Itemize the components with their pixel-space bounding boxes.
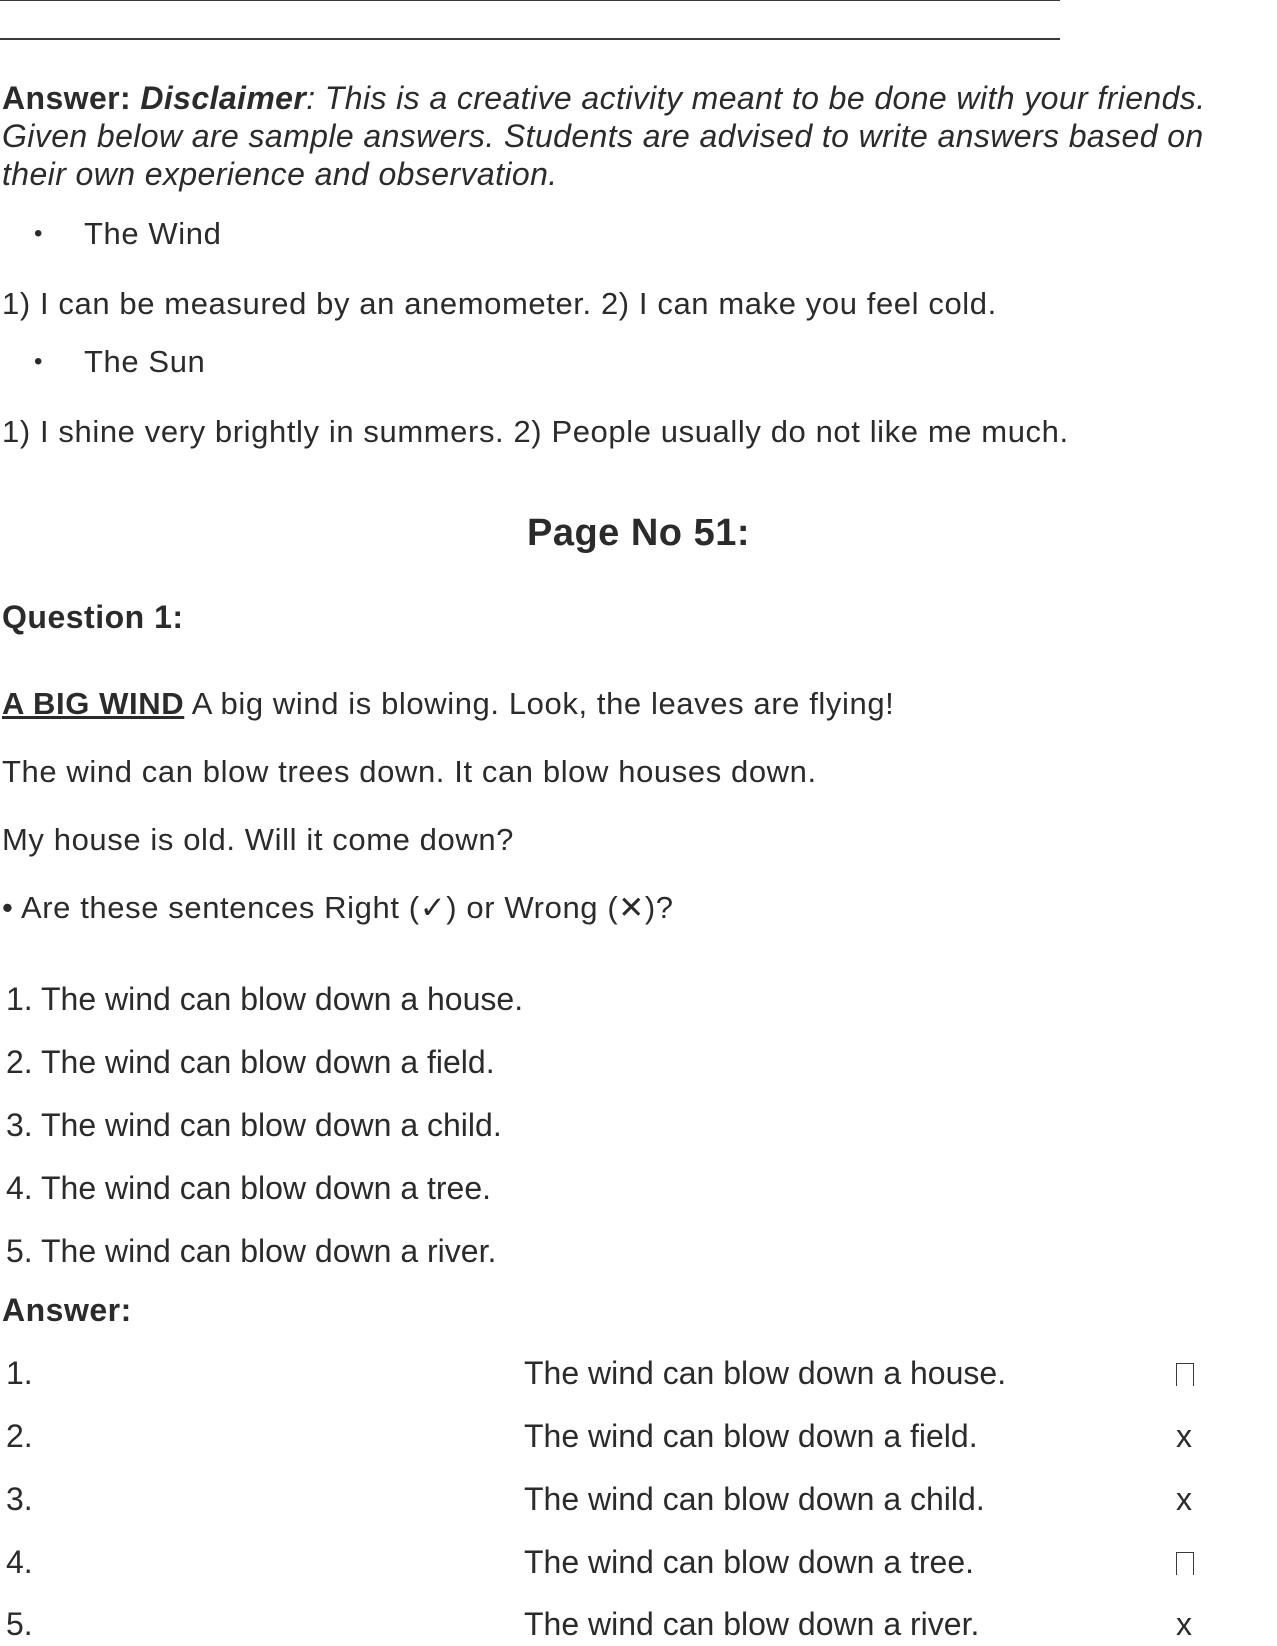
wrong-mark: x: [1176, 1481, 1192, 1517]
row-number: 3.: [6, 1481, 33, 1517]
disclaimer-word: Disclaimer: [140, 80, 307, 116]
top-rule-1: [0, 0, 1060, 1]
answer-row: [0, 1355, 1277, 1395]
list-item: 1. The wind can blow down a house.: [6, 981, 524, 1017]
sun-clues: 1) I shine very brightly in summers. 2) People usually do not like me much.: [2, 414, 1069, 449]
unrendered-check-box-icon: [1176, 1552, 1194, 1575]
list-item: 2. The wind can blow down a field.: [6, 1044, 495, 1080]
row-number: 1.: [6, 1355, 33, 1391]
list-item: 4. The wind can blow down a tree.: [6, 1170, 492, 1206]
unrendered-check-box-icon: [1176, 1363, 1194, 1386]
row-text: The wind can blow down a child.: [524, 1481, 985, 1517]
row-number: 5.: [6, 1606, 33, 1642]
wrong-mark: x: [1176, 1606, 1192, 1642]
story-line-2: The wind can blow trees down. It can blow houses down.: [2, 754, 817, 789]
answer-row: [0, 1544, 1277, 1584]
list-item: 3. The wind can blow down a child.: [6, 1107, 502, 1143]
list-item: 5. The wind can blow down a river.: [6, 1233, 497, 1269]
story-text: A big wind is blowing. Look, the leaves are flying!: [184, 686, 895, 721]
bullet-title: The Wind: [84, 216, 222, 251]
bullet-dot: •: [34, 220, 44, 247]
story-line-3: My house is old. Will it come down?: [2, 822, 515, 857]
row-text: The wind can blow down a house.: [524, 1355, 1007, 1391]
story-title: A BIG WIND: [2, 686, 185, 721]
row-number: 4.: [6, 1544, 33, 1580]
question-prompt: • Are these sentences Right (✓) or Wrong (✕)?: [2, 890, 674, 925]
bullet-sun: [34, 344, 205, 380]
bullet-title: The Sun: [84, 344, 206, 379]
page-title: Page No 51:: [526, 512, 751, 554]
answer-heading: Answer:: [2, 1292, 132, 1328]
disclaimer-answer: [2, 79, 1274, 193]
story-line-1: [2, 686, 894, 722]
top-rule-2: [0, 38, 1060, 40]
row-text: The wind can blow down a field.: [524, 1418, 978, 1454]
row-text: The wind can blow down a tree.: [524, 1544, 975, 1580]
row-text: The wind can blow down a river.: [524, 1606, 980, 1642]
answer-label: Answer:: [2, 80, 141, 116]
question-heading: Question 1:: [2, 599, 184, 635]
wind-clues: 1) I can be measured by an anemometer. 2) I can make you feel cold.: [2, 286, 997, 321]
answer-row: [0, 1481, 1277, 1521]
row-number: 2.: [6, 1418, 33, 1454]
disclaimer-text: : This is a creative activity meant to be done with your friends. Given below are sample answers. Students are advised to write answers based on their own experience and observation.: [2, 80, 1206, 192]
answer-row: [0, 1418, 1277, 1458]
bullet-dot: •: [34, 348, 44, 375]
wrong-mark: x: [1176, 1418, 1192, 1454]
bullet-wind: [34, 216, 221, 252]
answer-row: [0, 1606, 1277, 1646]
